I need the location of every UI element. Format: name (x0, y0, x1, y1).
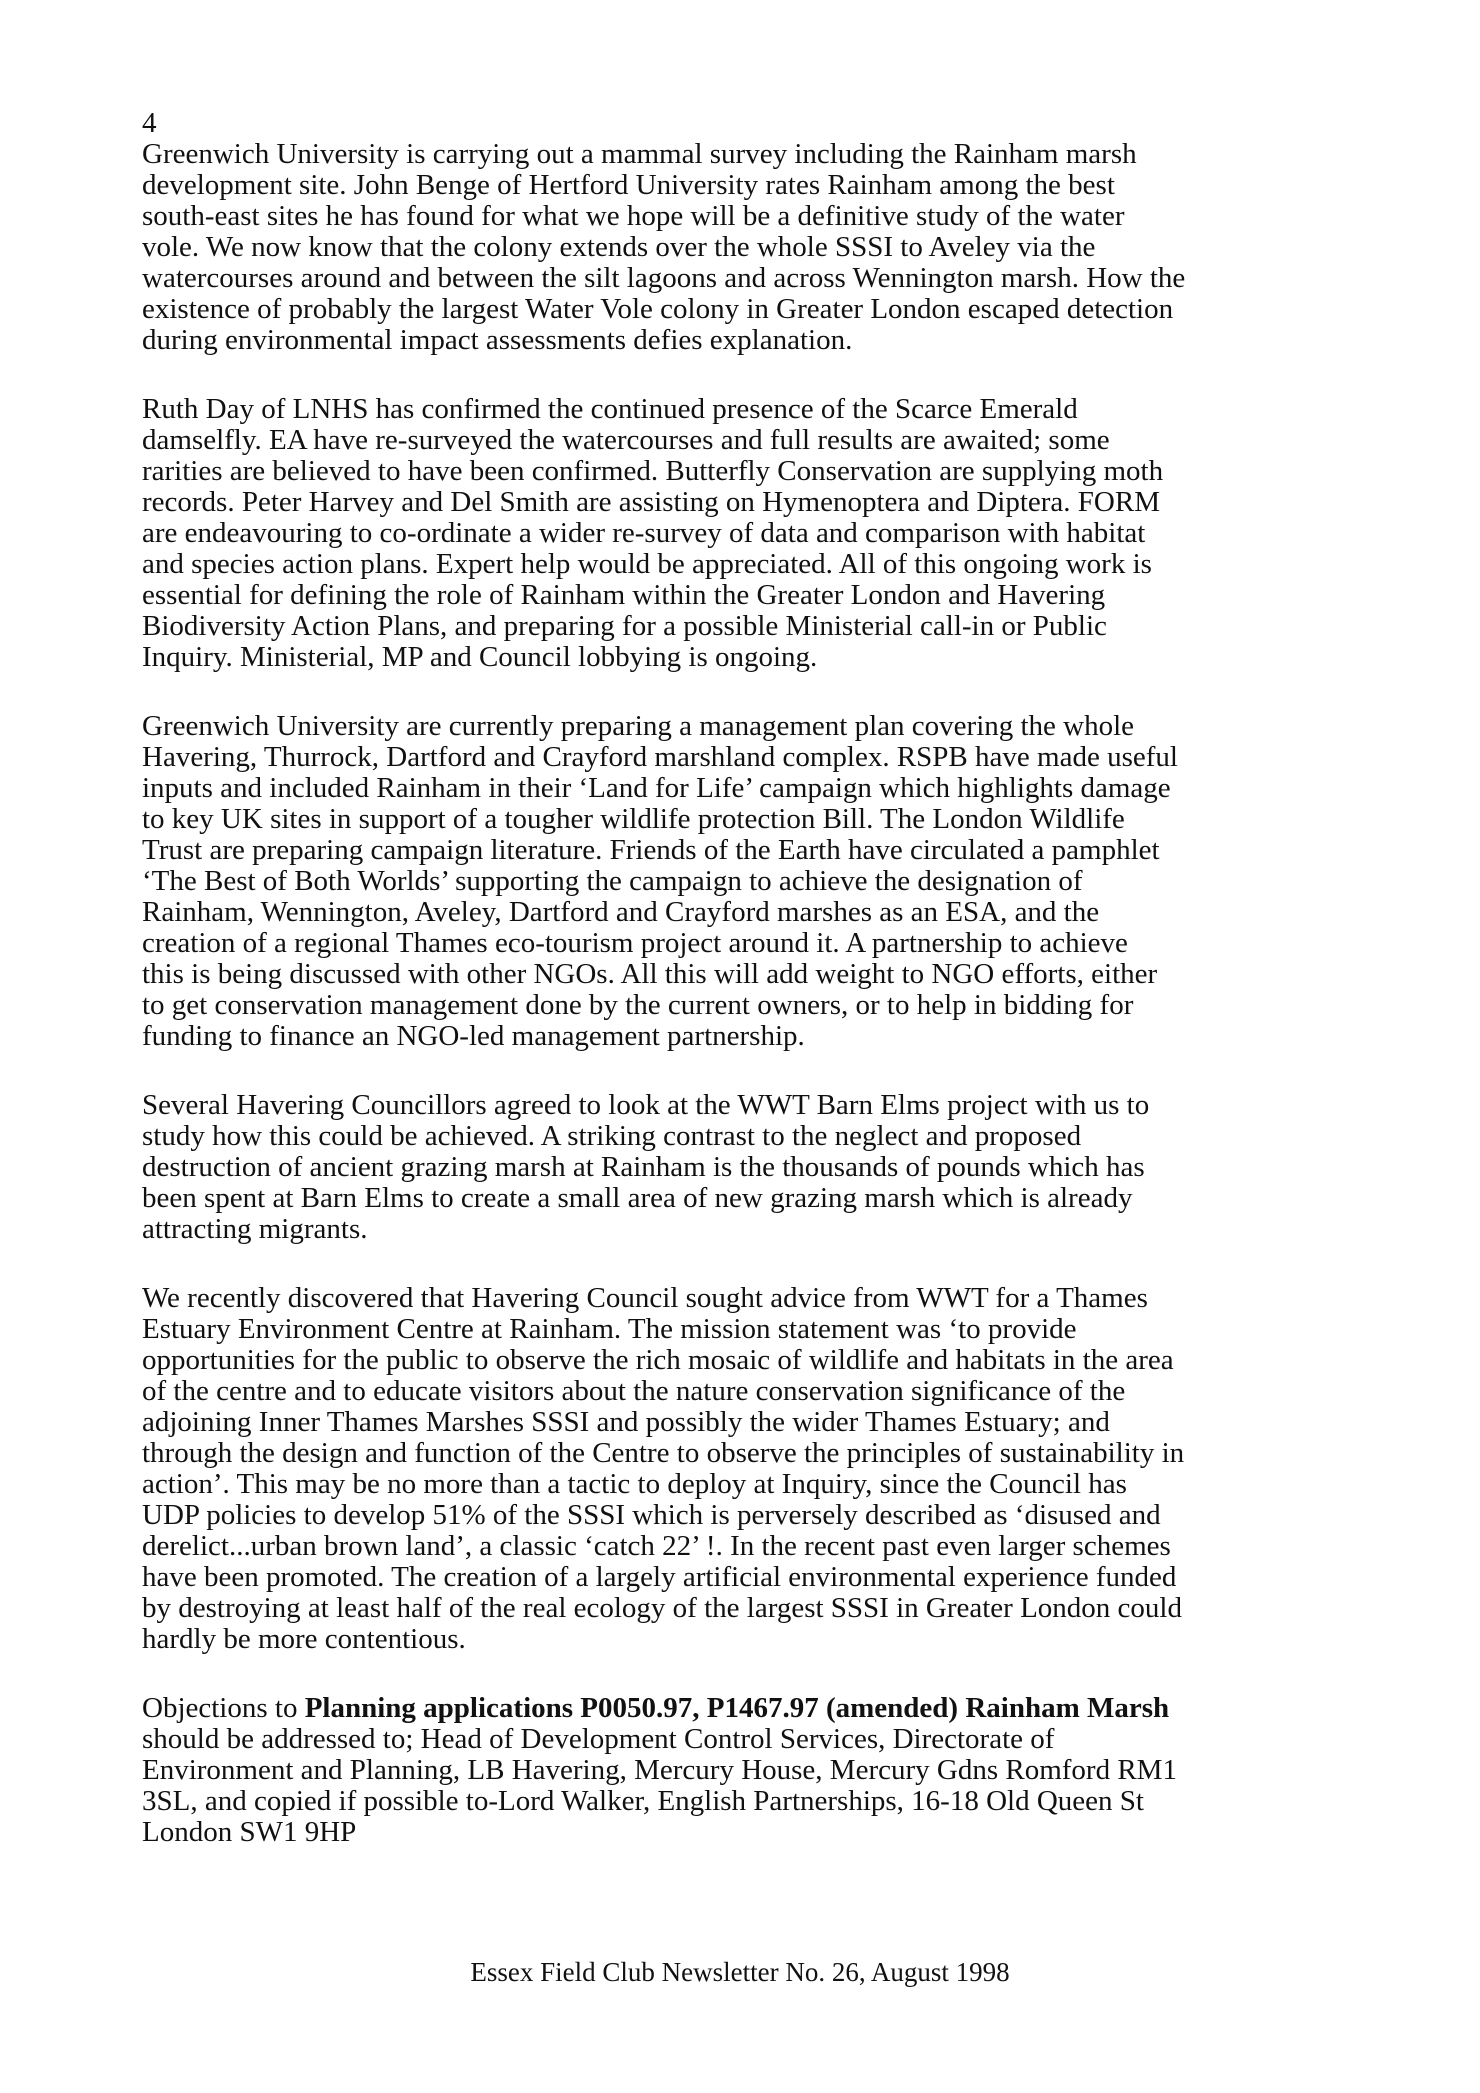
newsletter-footer: Essex Field Club Newsletter No. 26, August 1998 (470, 1957, 1010, 1987)
objections-lead-text: Objections to (142, 1692, 305, 1724)
paragraph-damselfly-survey: Ruth Day of LNHS has confirmed the continued presence of the Scarce Emerald damselfly. EA have re-surveyed the watercourses and full results are awaited; some rarities are believed to have been confirmed. Butterfly Conservation are supplying moth records. Peter Harvey and Del Smith are assisting on Hymenoptera and Diptera. FORM are endeavouring to co-ordinate a wider re-survey of data and comparison with habitat and species action plans. Expert help would be appreciated. All of this ongoing work is essential for defining the role of Rainham within the Greater London and Havering Biodiversity Action Plans, and preparing for a possible Ministerial call-in or Public Inquiry. Ministerial, MP and Council lobbying is ongoing. (142, 393, 1164, 673)
paragraph-environment-centre: We recently discovered that Havering Council sought advice from WWT for a Thames Estuary Environment Centre at Rainham. The mission statement was ‘to provide opportunities for the public to observe the rich mosaic of wildlife and habitats in the area of the centre and to educate visitors about the nature conservation significance of the adjoining Inner Thames Marshes SSSI and possibly the wider Thames Estuary; and through the design and function of the Centre to observe the principles of sustainability in action’. This may be no more than a tactic to deploy at Inquiry, since the Council has UDP policies to develop 51% of the SSSI which is perversely described as ‘disused and derelict...urban brown land’, a classic ‘catch 22’ !. In the recent past even larger schemes have been promoted. The creation of a largely artificial environmental experience funded by destroying at least half of the real ecology of the largest SSSI in Greater London could hardly be more contentious. (142, 1282, 1185, 1655)
paragraph-objections (142, 1693, 1342, 1848)
paragraph-mammal-survey: Greenwich University is carrying out a mammal survey including the Rainham marsh development site. John Benge of Hertford University rates Rainham among the best south-east sites he has found for what we hope will be a definitive study of the water vole. We now know that the colony extends over the whole SSSI to Aveley via the watercourses around and between the silt lagoons and across Wennington marsh. How the existence of probably the largest Water Vole colony in Greater London escaped detection during environmental impact assessments defies explanation. (142, 138, 1186, 356)
objections-planning-applications: Planning applications P0050.97, P1467.97 (amended) Rainham Marsh (304, 1692, 1170, 1724)
paragraph-management-plan: Greenwich University are currently preparing a management plan covering the whole Havering, Thurrock, Dartford and Crayford marshland complex. RSPB have made useful inputs and included Rainham in their ‘Land for Life’ campaign which highlights damage to key UK sites in support of a tougher wildlife protection Bill. The London Wildlife Trust are preparing campaign literature. Friends of the Earth have circulated a pamphlet ‘The Best of Both Worlds’ supporting the campaign to achieve the designation of Rainham, Wennington, Aveley, Dartford and Crayford marshes as an ESA, and the creation of a regional Thames eco-tourism project around it. A partnership to achieve this is being discussed with other NGOs. All this will add weight to NGO efforts, either to get conservation management done by the current owners, or to help in bidding for funding to finance an NGO-led management partnership. (142, 710, 1178, 1052)
paragraph-barn-elms: Several Havering Councillors agreed to look at the WWT Barn Elms project with us to study how this could be achieved. A striking contrast to the neglect and proposed destruction of ancient grazing marsh at Rainham is the thousands of pounds which has been spent at Barn Elms to create a small area of new grazing marsh which is already attracting migrants. (142, 1089, 1150, 1245)
page-number: 4 (142, 107, 157, 139)
page-body (142, 108, 1342, 1886)
objections-address-text: should be addressed to; Head of Development Control Services, Directorate of Environment and Planning, LB Havering, Mercury House, Mercury Gdns Romford RM1 3SL, and copied if possible to-Lord Walker, English Partnerships, 16-18 Old Queen St London SW1 9HP (142, 1723, 1177, 1848)
